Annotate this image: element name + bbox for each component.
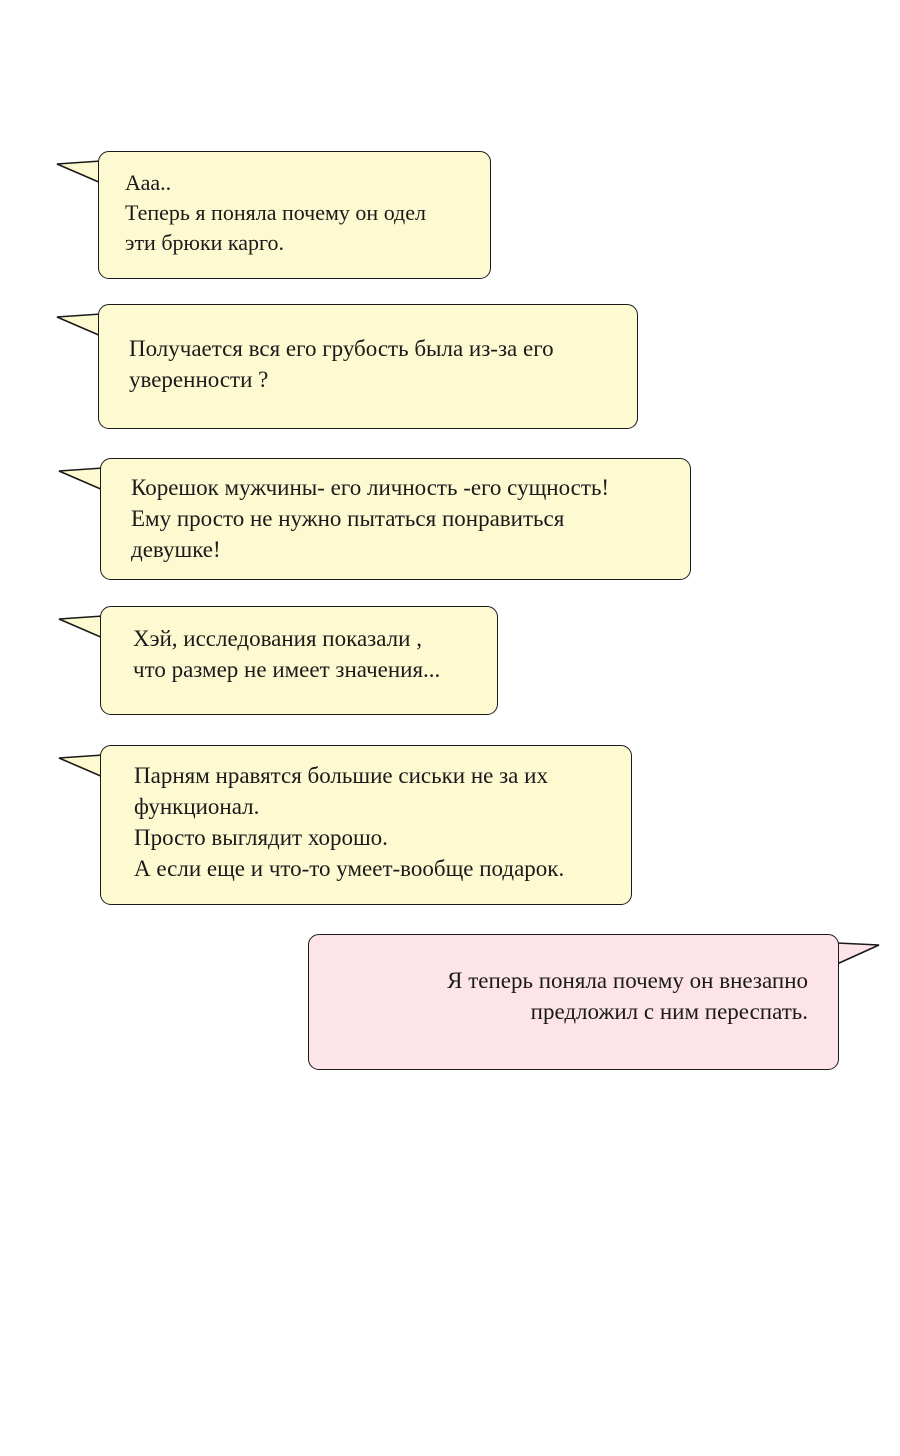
chat-bubble [98, 304, 638, 429]
chat-bubble [100, 458, 691, 580]
message-line: эти брюки карго. [125, 230, 285, 255]
message-line: Получается вся его грубость была из-за его [129, 336, 554, 361]
message-line: Парням нравятся большие сиськи не за их [134, 763, 548, 788]
speech-bubble-tail [832, 940, 884, 970]
message-line: функционал. [134, 794, 260, 819]
message-line: Корешок мужчины- его личность -его сущность! [131, 475, 610, 500]
chat-bubble [98, 151, 491, 279]
message-line: А если еще и что-то умеет-вообще подарок. [134, 856, 565, 881]
chat-bubble [100, 606, 498, 715]
message-line: Я теперь поняла почему он внезапно [447, 968, 808, 993]
message-line: Хэй, исследования показали , [133, 626, 422, 651]
message-line: предложил с ним переспать. [530, 999, 808, 1024]
message-line: Ему просто не нужно пытаться понравиться [131, 506, 565, 531]
chat-bubble [308, 934, 839, 1070]
message-line: что размер не имеет значения... [133, 657, 441, 682]
message-line: Просто выглядит хорошо. [134, 825, 388, 850]
message-line: девушке! [131, 537, 221, 562]
message-line: Теперь я поняла почему он одел [125, 200, 426, 225]
chat-bubble [100, 745, 632, 905]
message-line: уверенности ? [129, 367, 269, 392]
message-line: Ааа.. [125, 170, 172, 195]
